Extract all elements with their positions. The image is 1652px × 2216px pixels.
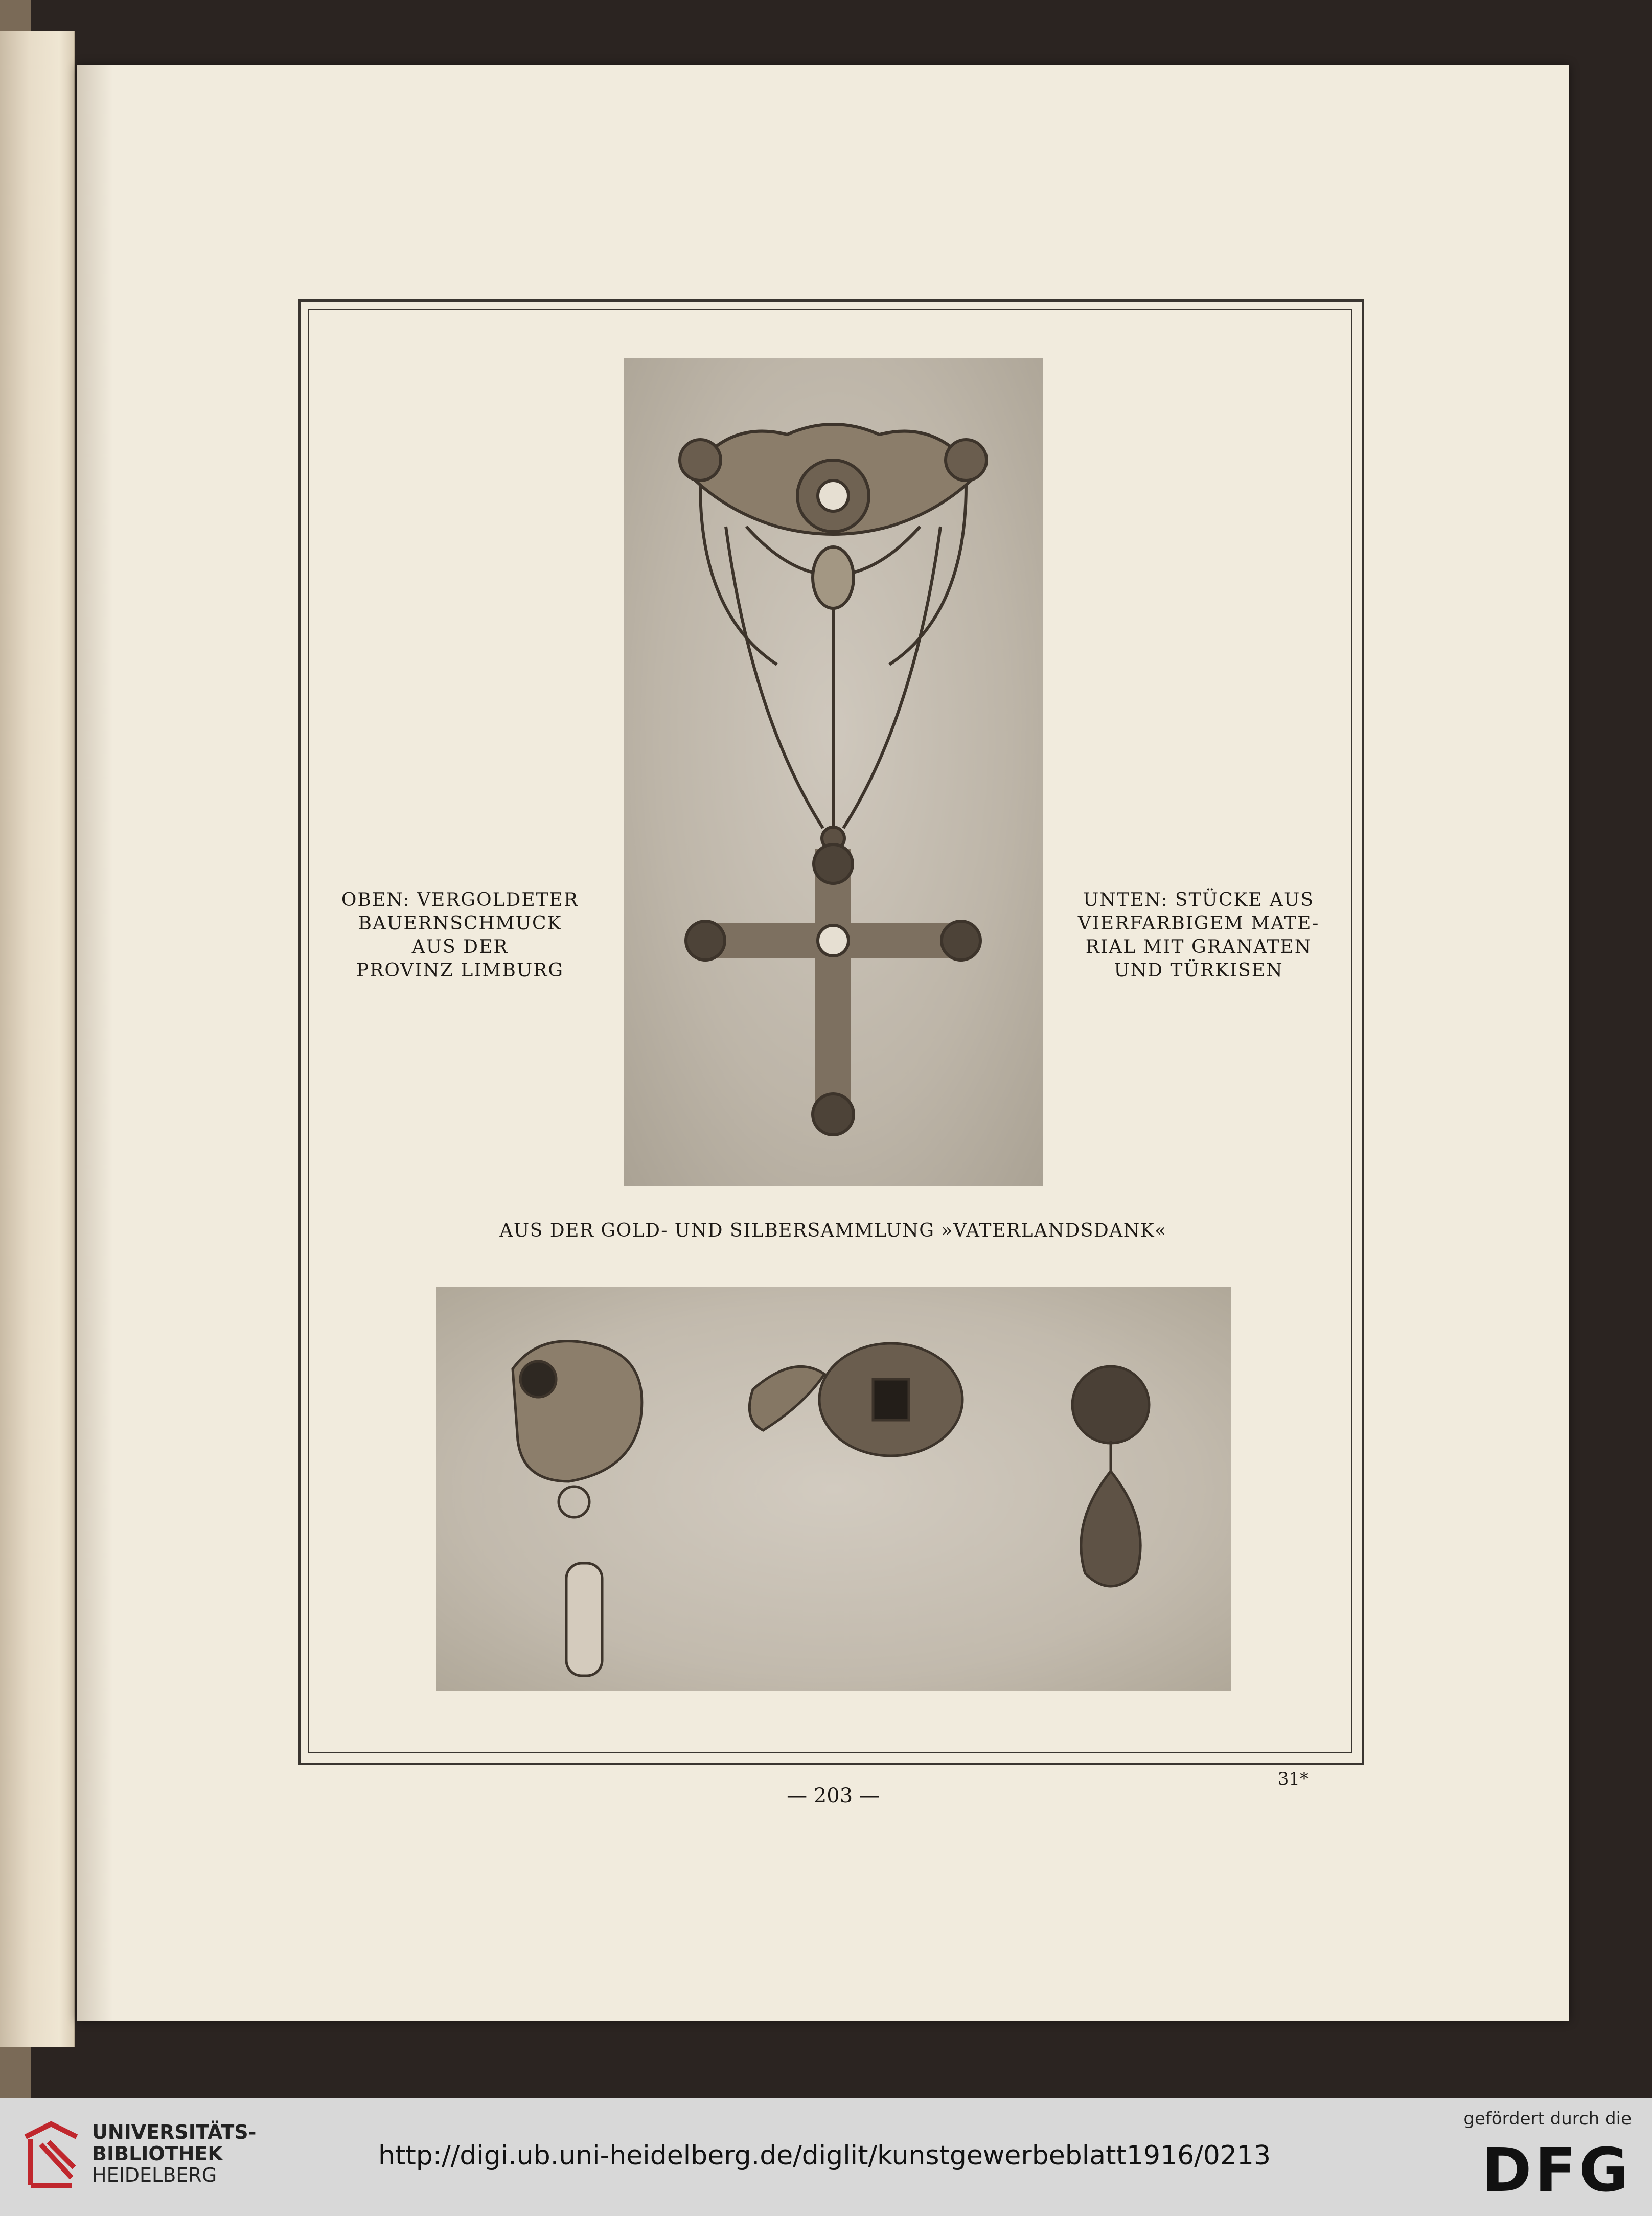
caption-left <box>327 888 593 983</box>
caption-left-line: BAUERNSCHMUCK <box>358 913 562 934</box>
permalink-url[interactable]: http://digi.ub.uni-heidelberg.de/diglit/kunstgewerbeblatt1916/0213 <box>378 2140 1271 2171</box>
caption-left-line: OBEN: VERGOLDETER <box>341 889 579 910</box>
caption-right-line: UNTEN: STÜCKE AUS <box>1083 889 1315 910</box>
caption-right-line: UND TÜRKISEN <box>1114 960 1283 981</box>
photo-three-jewels <box>436 1287 1231 1691</box>
dfg-logo[interactable]: DFG <box>1481 2135 1632 2205</box>
library-name-line: BIBLIOTHEK <box>92 2142 223 2165</box>
three-jewels-drawing <box>436 1287 1231 1691</box>
photo-brooch-with-cross <box>624 358 1043 1186</box>
page-number: — 203 — <box>787 1784 880 1808</box>
library-name[interactable] <box>92 2121 256 2186</box>
funded-by-label: gefördert durch die <box>1463 2109 1632 2129</box>
caption-collection: AUS DER GOLD- UND SILBERSAMMLUNG »VATERLANDSDANK« <box>499 1220 1167 1241</box>
caption-right-line: RIAL MIT GRANATEN <box>1085 936 1312 957</box>
caption-right-line: VIERFARBIGEM MATE- <box>1077 913 1320 934</box>
brooch-cross-drawing <box>624 358 1043 1186</box>
caption-right <box>1061 888 1337 983</box>
caption-left-line: PROVINZ LIMBURG <box>356 960 564 981</box>
left-page-edge <box>0 31 75 2047</box>
signature-mark: 31* <box>1277 1769 1309 1789</box>
library-name-line: UNIVERSITÄTS- <box>92 2121 257 2143</box>
library-name-line: HEIDELBERG <box>92 2164 217 2186</box>
university-library-logo-icon <box>18 2116 84 2193</box>
gutter-shadow <box>77 65 112 2021</box>
footer-bar <box>0 2098 1652 2216</box>
caption-left-line: AUS DER <box>411 936 509 957</box>
